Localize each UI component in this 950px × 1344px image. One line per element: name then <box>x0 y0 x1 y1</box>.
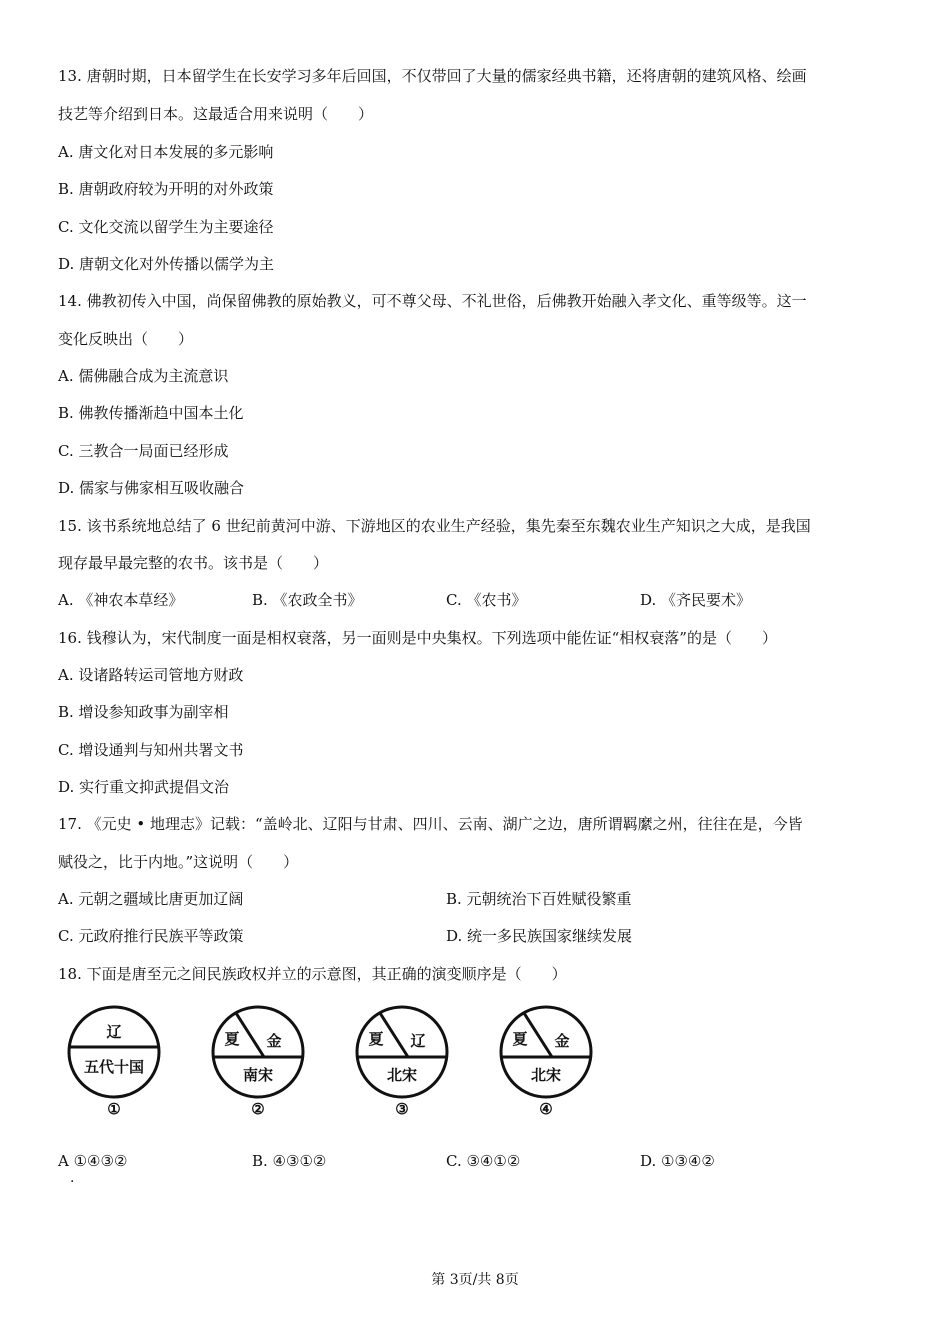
q16-stem-line1: 16. 钱穆认为，宋代制度一面是相权衰落，另一面则是中央集权。下列选项中能佐证“相权衰落”的是（ ） <box>58 629 777 647</box>
q14-option-c: C. 三教合一局面已经形成 <box>58 442 229 460</box>
q18-diagram-2 <box>210 1002 314 1120</box>
q18-diagram-1 <box>66 1002 170 1120</box>
q13-stem-line2: 技艺等介绍到日本。这最适合用来说明（ ） <box>58 105 374 123</box>
q17-option-d: D. 统一多民族国家继续发展 <box>446 927 633 945</box>
q18-diagram-4 <box>498 1002 602 1120</box>
diagram-1-bottom: 五代十国 <box>83 1058 145 1076</box>
q16-option-d: D. 实行重文抑武提倡文治 <box>58 778 230 796</box>
q17-stem-line2: 赋役之，比于内地。”这说明（ ） <box>58 853 299 871</box>
q15-option-b: B. 《农政全书》 <box>252 591 363 609</box>
diagram-4-top-left: 夏 <box>512 1030 528 1048</box>
diagram-4-top-right: 金 <box>554 1032 570 1050</box>
q15-option-a: A. 《神农本草经》 <box>58 591 184 609</box>
q17-option-b: B. 元朝统治下百姓赋役繁重 <box>446 890 632 908</box>
q13-option-d: D. 唐朝文化对外传播以儒学为主 <box>58 255 275 273</box>
q15-option-d: D. 《齐民要术》 <box>640 591 752 609</box>
regime-circle-3 <box>354 1002 458 1106</box>
q16-option-a: A. 设诸路转运司管地方财政 <box>58 666 244 684</box>
diagram-3-bottom: 北宋 <box>386 1066 418 1084</box>
q18-option-a: A ①④③② <box>58 1152 128 1170</box>
page-footer: 第 3页/共 8页 <box>431 1272 519 1288</box>
diagram-2-label: ② <box>251 1100 265 1118</box>
regime-circle-2 <box>210 1002 314 1106</box>
q16-option-b: B. 增设参知政事为副宰相 <box>58 703 229 721</box>
q15-stem-line2: 现存最早最完整的农书。该书是（ ） <box>58 554 329 572</box>
q14-stem-line1: 14. 佛教初传入中国，尚保留佛教的原始教义，可不尊父母、不礼世俗，后佛教开始融入孝文化、重等级等。这一 <box>58 292 807 310</box>
diagram-4-label: ④ <box>539 1100 553 1118</box>
diagram-1-top: 辽 <box>106 1023 122 1041</box>
q18-option-d: D. ①③④② <box>640 1152 715 1170</box>
diagram-1-label: ① <box>107 1100 121 1118</box>
regime-circle-4 <box>498 1002 602 1106</box>
regime-circle-1 <box>66 1002 170 1106</box>
diagram-2-bottom: 南宋 <box>242 1066 274 1084</box>
q18-option-c: C. ③④①② <box>446 1152 521 1170</box>
q13-option-a: A. 唐文化对日本发展的多元影响 <box>58 143 274 161</box>
q14-option-a: A. 儒佛融合成为主流意识 <box>58 367 229 385</box>
q17-option-c: C. 元政府推行民族平等政策 <box>58 927 244 945</box>
diagram-4-bottom: 北宋 <box>530 1066 562 1084</box>
stray-dot: . <box>70 1170 75 1186</box>
diagram-3-top-left: 夏 <box>368 1030 384 1048</box>
q13-stem-line1: 13. 唐朝时期，日本留学生在长安学习多年后回国，不仅带回了大量的儒家经典书籍，还将唐朝的建筑风格、绘画 <box>58 67 807 85</box>
q13-option-b: B. 唐朝政府较为开明的对外政策 <box>58 180 274 198</box>
q18-stem-line1: 18. 下面是唐至元之间民族政权并立的示意图，其正确的演变顺序是（ ） <box>58 965 567 983</box>
q15-option-c: C. 《农书》 <box>446 591 527 609</box>
q14-option-b: B. 佛教传播渐趋中国本土化 <box>58 404 244 422</box>
diagram-3-label: ③ <box>395 1100 409 1118</box>
q15-stem-line1: 15. 该书系统地总结了 6 世纪前黄河中游、下游地区的农业生产经验，集先秦至东魏农业生产知识之大成，是我国 <box>58 517 811 535</box>
diagram-2-top-right: 金 <box>266 1032 282 1050</box>
q18-option-b: B. ④③①② <box>252 1152 327 1170</box>
q17-stem-line1: 17. 《元史 • 地理志》记载：“盖岭北、辽阳与甘肃、四川、云南、湖广之边，唐所谓羁縻之州，往往在是，今皆 <box>58 815 803 833</box>
q16-option-c: C. 增设通判与知州共署文书 <box>58 741 244 759</box>
diagram-2-top-left: 夏 <box>224 1030 240 1048</box>
q17-option-a: A. 元朝之疆域比唐更加辽阔 <box>58 890 244 908</box>
q14-option-d: D. 儒家与佛家相互吸收融合 <box>58 479 245 497</box>
q14-stem-line2: 变化反映出（ ） <box>58 330 194 348</box>
diagram-3-top-right: 辽 <box>410 1032 426 1050</box>
q13-option-c: C. 文化交流以留学生为主要途径 <box>58 218 274 236</box>
q18-diagram-3 <box>354 1002 458 1120</box>
